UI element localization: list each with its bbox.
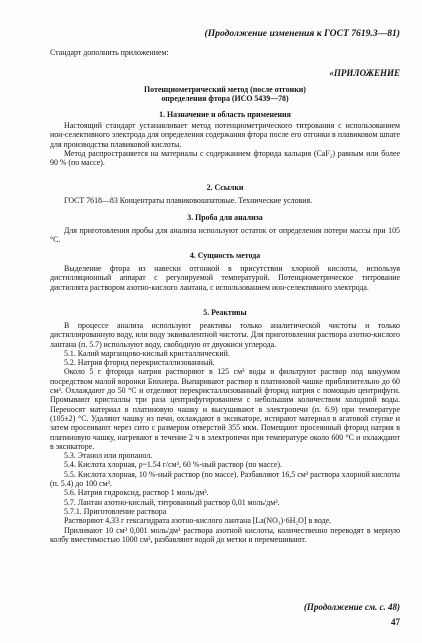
section-1-title: 1. Назначение и область применения [159,110,291,119]
section-2-body [50,196,400,205]
item-5-7-1-text-2: Приливают 10 см³ 0,001 моль/дм³ раствора азотной кислоты, количественно переводят в мерную колбу вместимостью 1000 см³, разбавляют водой до метки и перемешивают. [50,525,400,544]
item-5-1: 5.1. Калий марганцово-кислый кристаллический. [64,348,230,358]
item-5-2: 5.2. Натрия фторид перекристаллизованный. [64,358,215,368]
section-2-paragraph: ГОСТ 7618—83 Концентраты плавиковошпатовые. Технические условия. [64,196,313,205]
continued-note: (Продолжение см. с. 48) [303,602,400,612]
section-1-paragraph-1: Настоящий стандарт устанавливает метод потенциометрического титрования с использованием ион-селективного электрода для определения содержания фтора после его отгонки в плавиковом шпате для производства плавиковой кислоты. [50,121,400,149]
method-title-1: Потенциометрический метод (после отгонки) [144,85,306,94]
section-3-paragraph: Для приготовления пробы для анализа используют остаток от определения потери массы при 105 °С. [50,226,400,245]
item-5-7: 5.7. Лантан азотно-кислый, титрованный раствор 0,01 моль/дм³. [64,497,280,507]
section-4-title: 4. Сущность метода [189,251,261,260]
page-number: 47 [391,617,400,627]
running-header: (Продолжение изменения к ГОСТ 7619.3—81) [204,28,400,39]
section-4-paragraph: Выделение фтора из навески отгонкой в присутствии хлорной кислоты, используя дистилляционный аппарат с регулируемой температурой. Потенциометрическое титрование дистиллята раствором азотно-кислого лантана, с использованием ион-селективного электрода. [50,264,400,292]
section-3-body [50,226,400,245]
section-5-paragraph: В процессе анализа используют реактивы только аналитической чистоты и только дистиллированную воду, или воду эквивалентной чистоты. Для приготовления раствора азотно-кислого лантана (п. 5.7) используют воду, свободную от двуокиси углерода. [50,321,400,349]
item-5-7-1: 5.7.1. Приготовление раствора [64,506,167,516]
section-4-body [50,264,400,292]
intro-line: Стандарт дополнить приложением: [50,48,169,57]
section-2-title: 2. Ссылки [206,183,244,192]
method-title-2: определения фтора (ИСО 5439—78) [161,94,289,103]
item-5-7-1-text: Растворяют 4,33 г гексагидрата азотно-кислого лантана [La(NO₃)·6H₂O] в воде. [64,516,332,526]
section-5-title: 5. Реактивы [203,308,247,317]
section-3-title: 3. Проба для анализа [187,213,263,222]
item-5-3: 5.3. Этанол или пропанол. [64,451,153,461]
section-5-body [50,321,400,544]
appendix-label: «ПРИЛОЖЕНИЕ [329,68,400,78]
item-5-6: 5.6. Натрия гидроксид, раствор 1 моль/дм³. [64,488,209,498]
section-1-body [50,121,400,167]
item-5-5: 5.5. Кислота хлорная, 10 %-ный раствор (по массе). Разбавляют 16,5 см³ раствора хлорной кислоты (п. 5.4) до 100 см³. [50,469,400,489]
item-5-4: 5.4. Кислота хлорная, ρ~1.54 г/см³, 60 %-ный раствор (по массе). [64,460,283,470]
item-5-2-text: Около 5 г фторида натрия растворяют в 125 см³ воды и фильтруют раствор под вакуумом посредством малой воронки Бюхнера. Выпаривают раствор в платиновой чашке приблизительно до 60 см³. Охлаждают до 50 °С и отделяют перекристаллизованный фторид натрия с помощью центрифуги. Промывают кристаллы три раза центрифугированием с небольшим количеством холодной воды. Переносят материал в платиновую чашку и высушивают в электропечи (п. 6.9) при температуре (105±2) °С. Удаляют чашку из печи, охлаждают в эксикаторе, истирают материал в агатовой ступке и затем просеивают через сито с размером отверстий 355 мкм. Помещают просеянный фторид натрия в платиновую чашку, нагревают в течение 2 ч в электропечи при температуре около 600 °С и охлаждают в эксикаторе. [50,367,400,451]
section-1-paragraph-2: Метод распространяется на материалы с содержанием фторида кальция (CaF₂) равным или более 90 % (по массе). [50,148,400,168]
